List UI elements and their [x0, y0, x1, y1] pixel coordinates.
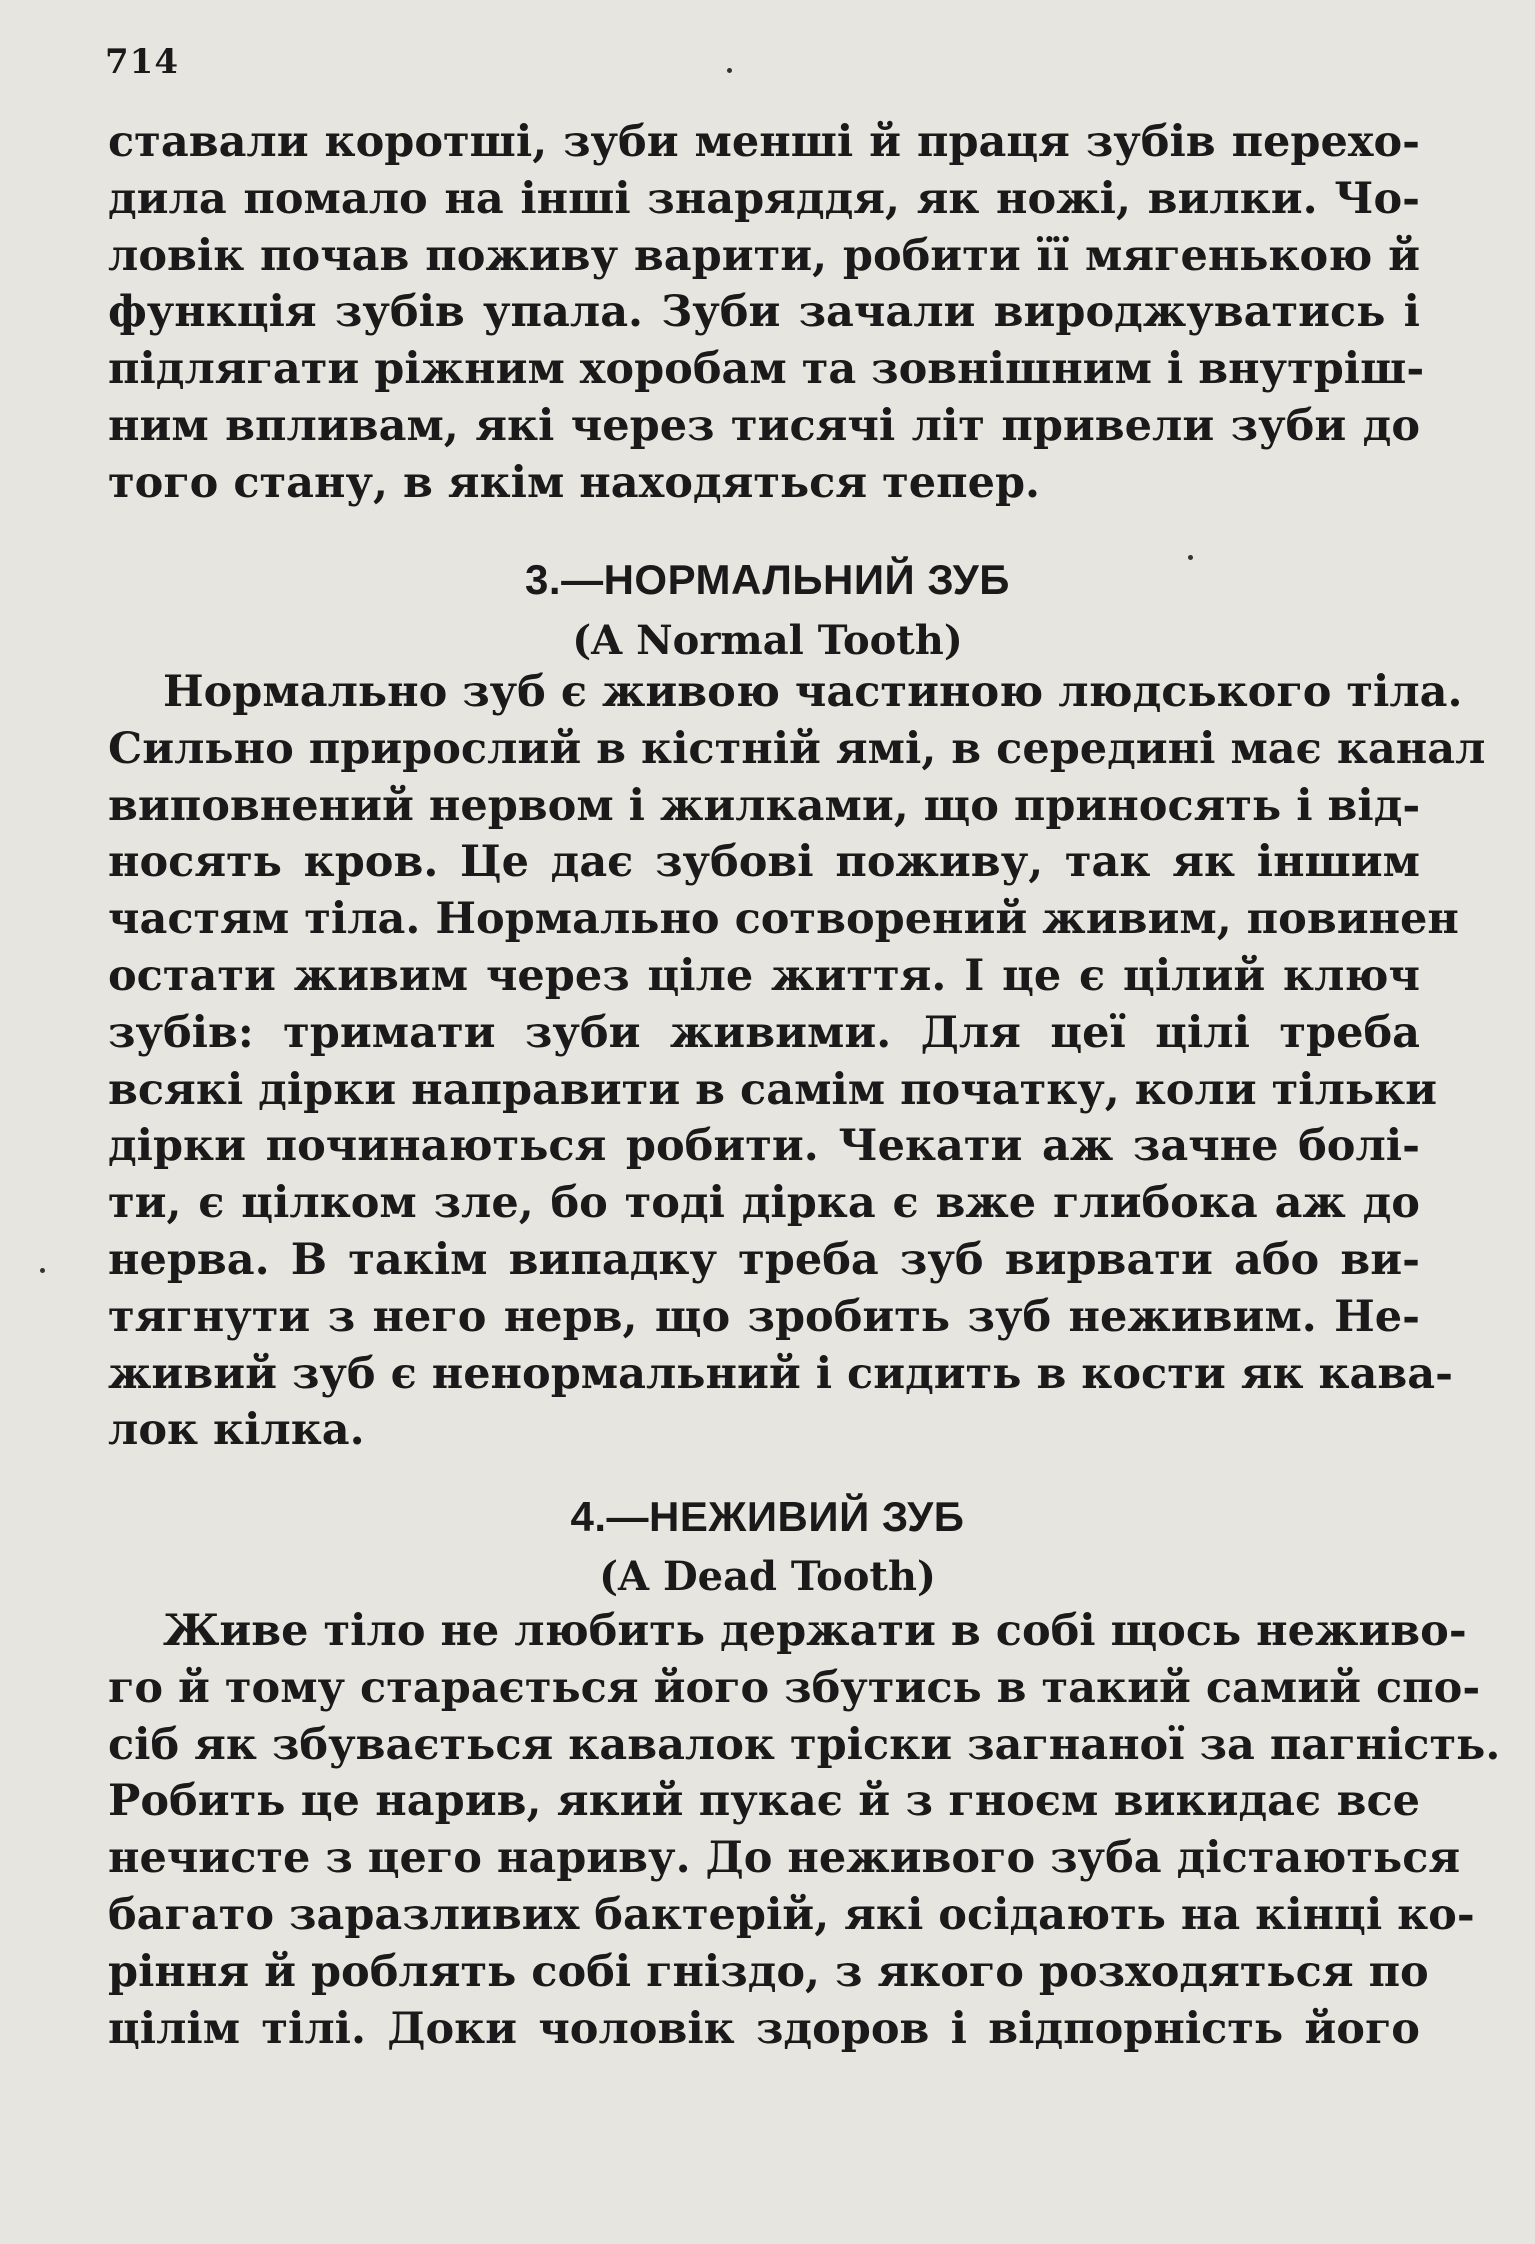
text-line: функція зубів упала. Зуби зачали вироджуватись і: [108, 287, 1420, 338]
text-line: ставали коротші, зуби менші й праця зубів перехо-: [108, 117, 1420, 167]
intro-paragraph: [108, 114, 1425, 512]
text-line: ним впливам, які через тисячі літ привели зуби до: [108, 400, 1420, 451]
text-line: дила помало на інші знаряддя, як ножі, вилки. Чо-: [108, 173, 1420, 224]
section-3-paragraph: [108, 664, 1486, 1459]
text-line: того стану, в якім находяться тепер.: [108, 457, 1040, 508]
text-line: підлягати ріжним хоробам та зовнішним і внутріш-: [108, 344, 1425, 395]
text-line: ти, є цілком зле, бо тоді дірка є вже глибока аж до: [108, 1178, 1420, 1229]
text-line: тягнути з него нерв, що зробить зуб неживим. Не-: [108, 1291, 1420, 1342]
text-line: сіб як збувається кавалок тріски загнаної за пагність.: [108, 1719, 1501, 1770]
text-line: остати живим через ціле життя. І це є цілий ключ: [108, 950, 1420, 1001]
text-line: всякі дірки направити в самім початку, коли тільки: [108, 1064, 1438, 1115]
text-line: зубів: тримати зуби живими. Для цеї цілі треба: [108, 1007, 1420, 1058]
text-line: нерва. В такім випадку треба зуб вирвати або ви-: [108, 1234, 1420, 1285]
text-line: носять кров. Це дає зубові поживу, так як іншим: [108, 837, 1420, 888]
print-speck: [40, 1268, 45, 1273]
text-line: ріння й роблять собі гніздо, з якого розходяться по: [108, 1946, 1429, 1997]
text-line: дірки починаються робити. Чекати аж зачне болі-: [108, 1121, 1420, 1172]
text-line: ловік почав поживу варити, робити її мягенькою й: [108, 230, 1420, 281]
text-line: Робить це нарив, який пукає й з гноєм викидає все: [108, 1776, 1420, 1827]
text-line: частям тіла. Нормально сотворений живим, повинен: [108, 894, 1459, 945]
section-3-title: 3.—НОРМАЛЬНИЙ ЗУБ: [525, 556, 1010, 603]
text-line: живий зуб є ненормальний і сидить в кости як кава-: [108, 1348, 1454, 1399]
text-line: багато заразливих бактерій, які осідають на кінці ко-: [108, 1889, 1475, 1940]
section-4-subtitle: (A Dead Tooth): [599, 1553, 936, 1600]
print-speck: [727, 68, 732, 73]
section-4-title: 4.—НЕЖИВИЙ ЗУБ: [570, 1493, 965, 1540]
page-number: 714: [105, 42, 179, 82]
text-line: нечисте з цего нариву. До неживого зуба дістаються: [108, 1833, 1461, 1884]
text-line: Живе тіло не любить держати в собі щось неживо-: [163, 1606, 1467, 1656]
text-line: го й тому старається його збутись в такий самий спо-: [108, 1662, 1481, 1713]
text-line: лок кілка.: [108, 1405, 365, 1456]
section-3-subtitle: (A Normal Tooth): [572, 617, 963, 664]
text-line: цілім тілі. Доки чоловік здоров і відпорність його: [108, 2003, 1420, 2054]
print-speck: [1188, 555, 1193, 560]
section-4-paragraph: [108, 1603, 1501, 2057]
text-line: Нормально зуб є живою частиною людського тіла.: [163, 667, 1463, 717]
text-line: виповнений нервом і жилками, що приносять і від-: [108, 780, 1421, 831]
text-line: Сильно прирослий в кістній ямі, в середині має канал: [108, 723, 1486, 774]
